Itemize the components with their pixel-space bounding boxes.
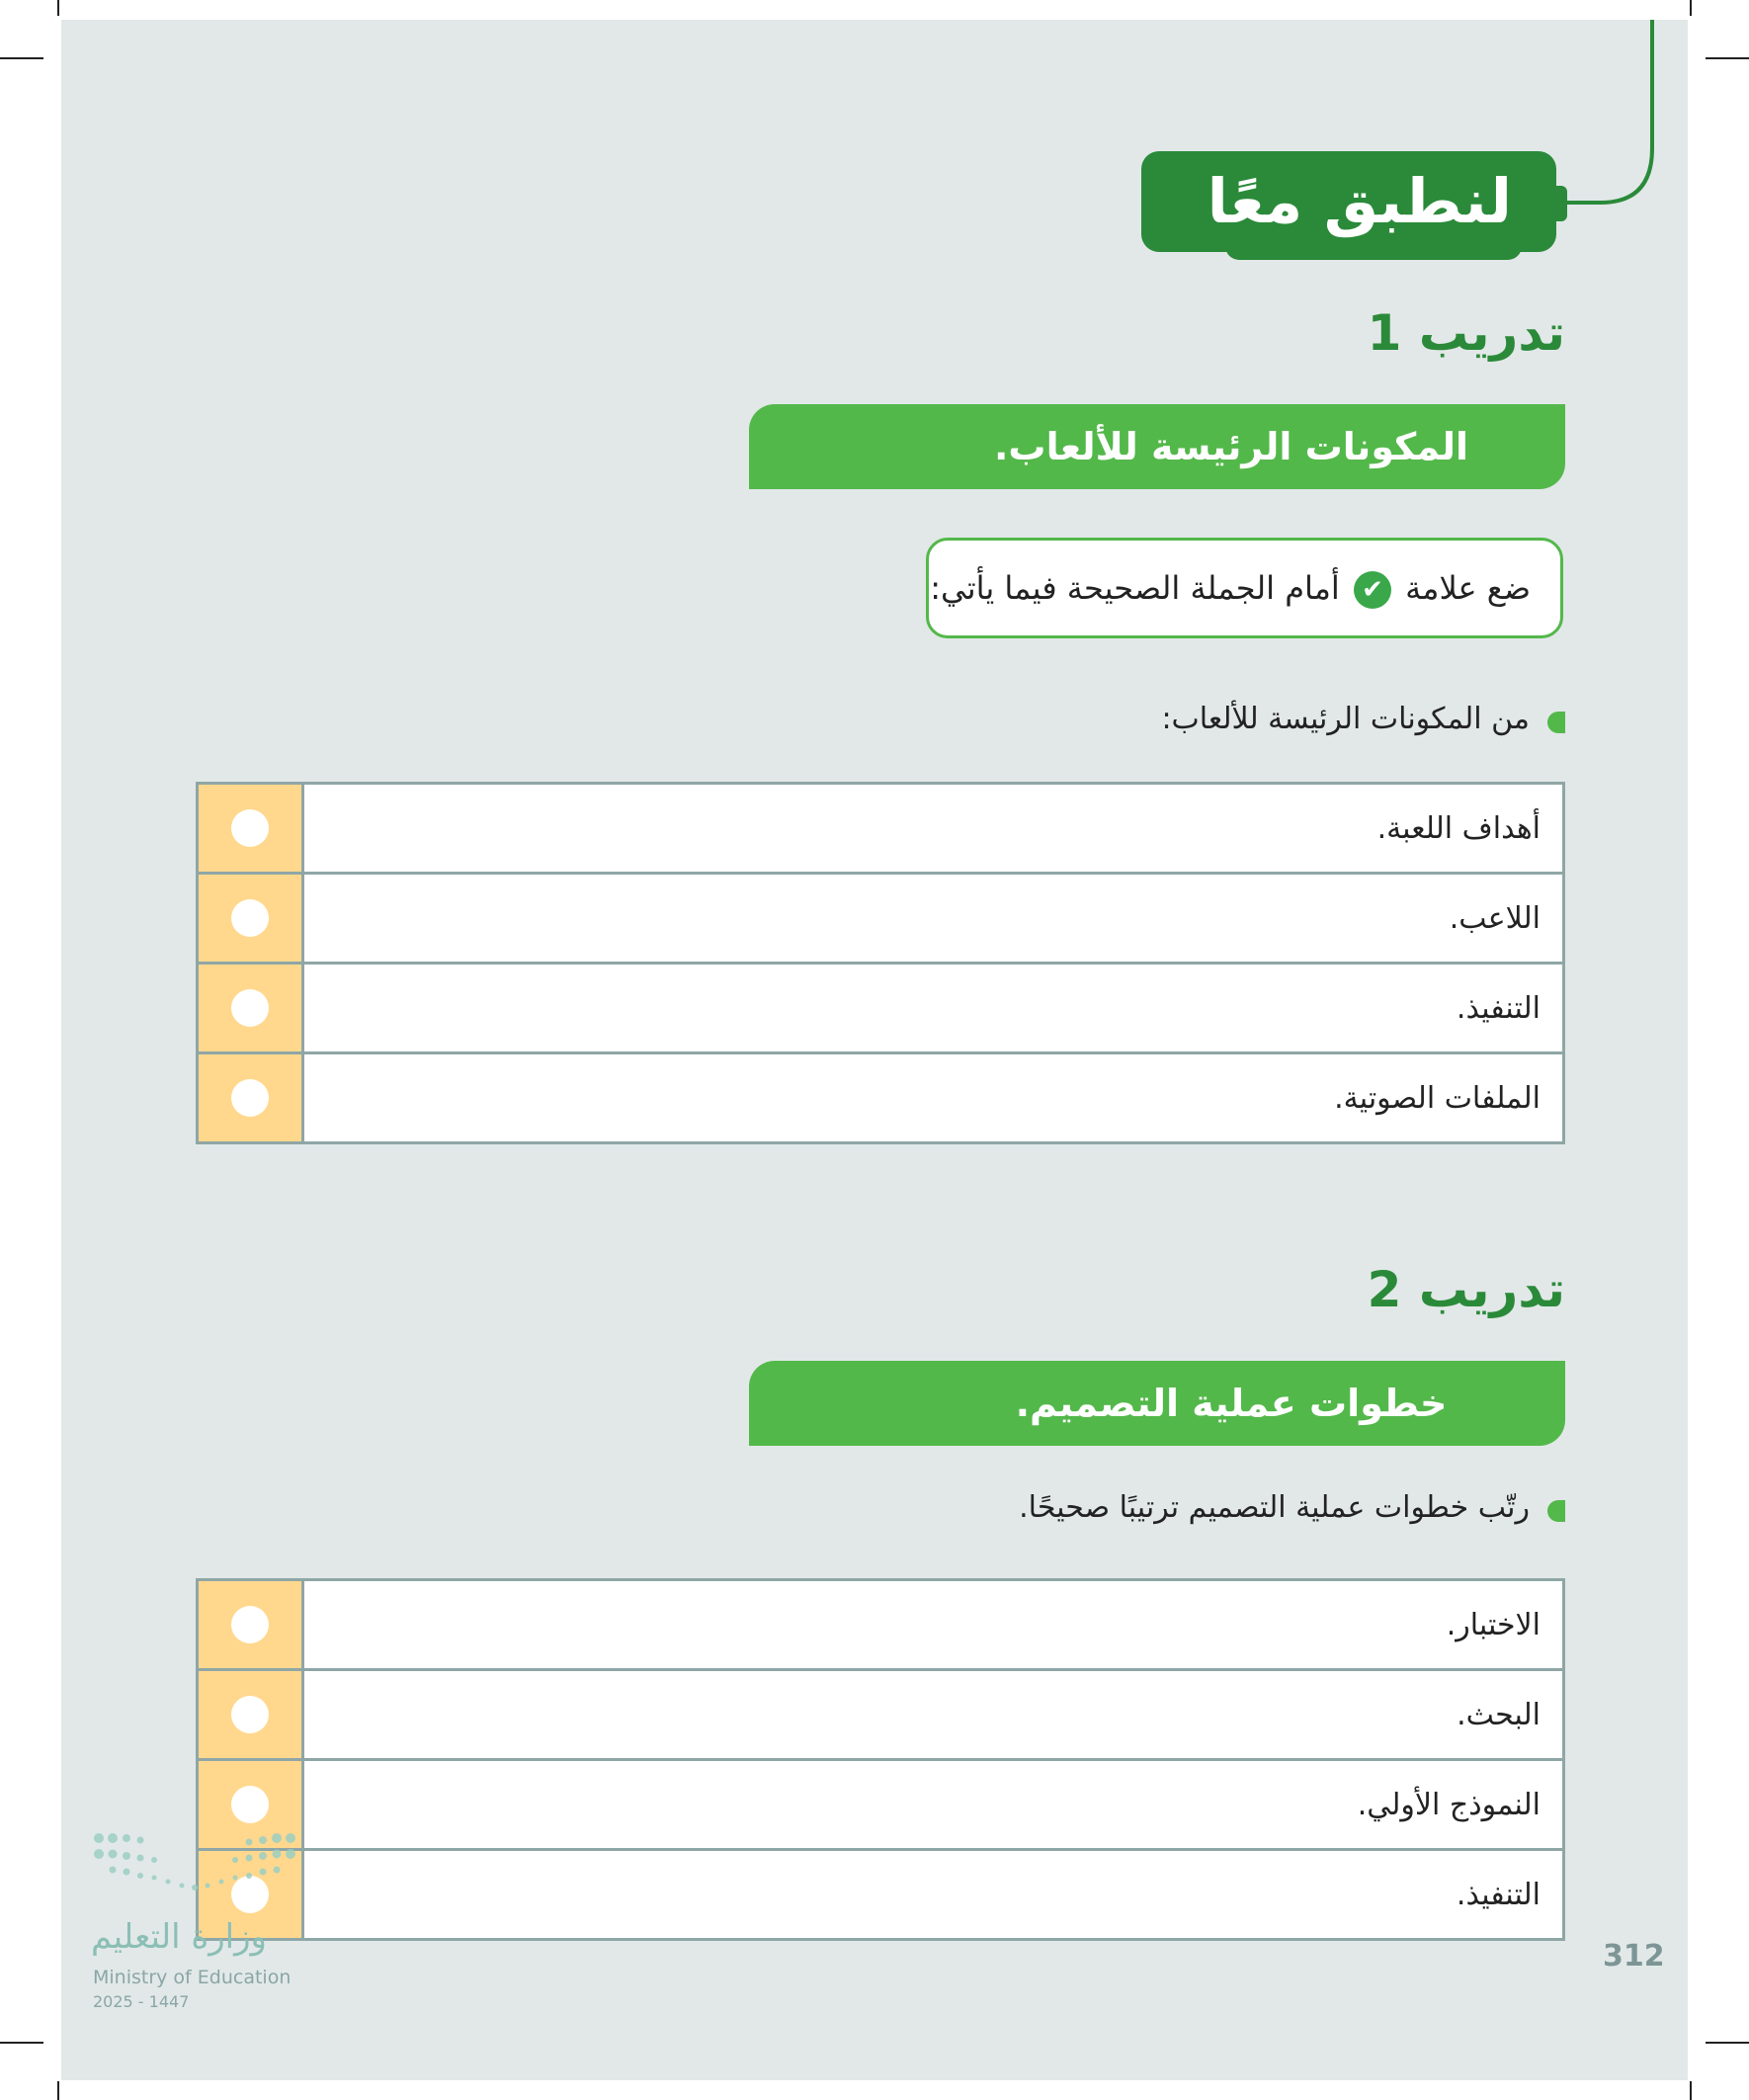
answer-cell[interactable] <box>198 874 303 964</box>
instruction-before: ضع علامة <box>1405 569 1531 607</box>
table-row <box>198 1053 1564 1143</box>
exercise-1-banner <box>749 404 1565 489</box>
answer-circle[interactable] <box>231 1606 269 1643</box>
option-label: البحث. <box>303 1670 1564 1760</box>
option-label: النموذج الأولي. <box>303 1760 1564 1850</box>
exercise-2-banner-text: خطوات عملية التصميم. <box>1015 1382 1448 1425</box>
exercise-1-prompt <box>1161 702 1530 736</box>
table-row <box>198 1850 1564 1940</box>
crop-mark <box>57 2081 59 2100</box>
answer-cell[interactable] <box>198 1053 303 1143</box>
exercise-2-heading: تدريب 2 <box>1367 1261 1565 1318</box>
option-label: أهداف اللعبة. <box>303 784 1564 874</box>
answer-circle[interactable] <box>231 899 269 937</box>
crop-mark <box>1690 2081 1692 2100</box>
checkmark-icon: ✔ <box>1354 571 1391 609</box>
exercise-1-options <box>196 782 1565 1144</box>
exercise-1-prompt-text: من المكونات الرئيسة للألعاب: <box>1161 702 1530 736</box>
option-label: التنفيذ. <box>303 964 1564 1053</box>
table-row <box>198 784 1564 874</box>
page-number: 312 <box>1603 1939 1665 1974</box>
crop-mark <box>1690 0 1692 16</box>
table-row <box>198 1580 1564 1670</box>
table-row <box>198 874 1564 964</box>
logo-dots-icon <box>91 1830 298 1899</box>
logo-arabic-text: وزارة التعليم <box>91 1917 267 1957</box>
title-knob <box>1541 186 1567 221</box>
exercise-1-banner-text: المكونات الرئيسة للألعاب. <box>993 425 1469 468</box>
answer-cell[interactable] <box>198 1580 303 1670</box>
answer-circle[interactable] <box>231 1786 269 1823</box>
crop-mark <box>0 57 43 59</box>
answer-circle[interactable] <box>231 809 269 847</box>
crop-mark <box>1706 2042 1749 2044</box>
crop-mark <box>1706 57 1749 59</box>
bullet-icon <box>1547 1500 1565 1522</box>
option-label: الملفات الصوتية. <box>303 1053 1564 1143</box>
crop-mark <box>57 0 59 16</box>
exercise-2-banner <box>749 1361 1565 1446</box>
option-label: اللاعب. <box>303 874 1564 964</box>
crop-mark <box>0 2042 43 2044</box>
hanging-cord <box>1561 0 1670 227</box>
option-label: الاختبار. <box>303 1580 1564 1670</box>
answer-cell[interactable] <box>198 1670 303 1760</box>
logo-english-text: Ministry of Education <box>93 1967 292 1988</box>
exercise-2-options <box>196 1578 1565 1941</box>
logo-year-text: 2025 - 1447 <box>93 1992 190 2011</box>
instruction-text <box>930 541 1531 635</box>
table-row <box>198 964 1564 1053</box>
exercise-1-heading: تدريب 1 <box>1367 304 1565 362</box>
answer-cell[interactable] <box>198 784 303 874</box>
table-row <box>198 1670 1564 1760</box>
exercise-2-prompt-text: رتّب خطوات عملية التصميم ترتيبًا صحيحًا. <box>1019 1490 1530 1525</box>
page-title: لنطبق معًا <box>1207 165 1512 237</box>
exercise-2-prompt <box>1019 1490 1530 1525</box>
answer-circle[interactable] <box>231 1079 269 1117</box>
instruction-after: أمام الجملة الصحيحة فيما يأتي: <box>930 569 1340 607</box>
instruction-box <box>926 538 1563 638</box>
table-row <box>198 1760 1564 1850</box>
answer-circle[interactable] <box>231 1696 269 1733</box>
answer-cell[interactable] <box>198 964 303 1053</box>
bullet-icon <box>1547 712 1565 733</box>
answer-circle[interactable] <box>231 989 269 1027</box>
option-label: التنفيذ. <box>303 1850 1564 1940</box>
